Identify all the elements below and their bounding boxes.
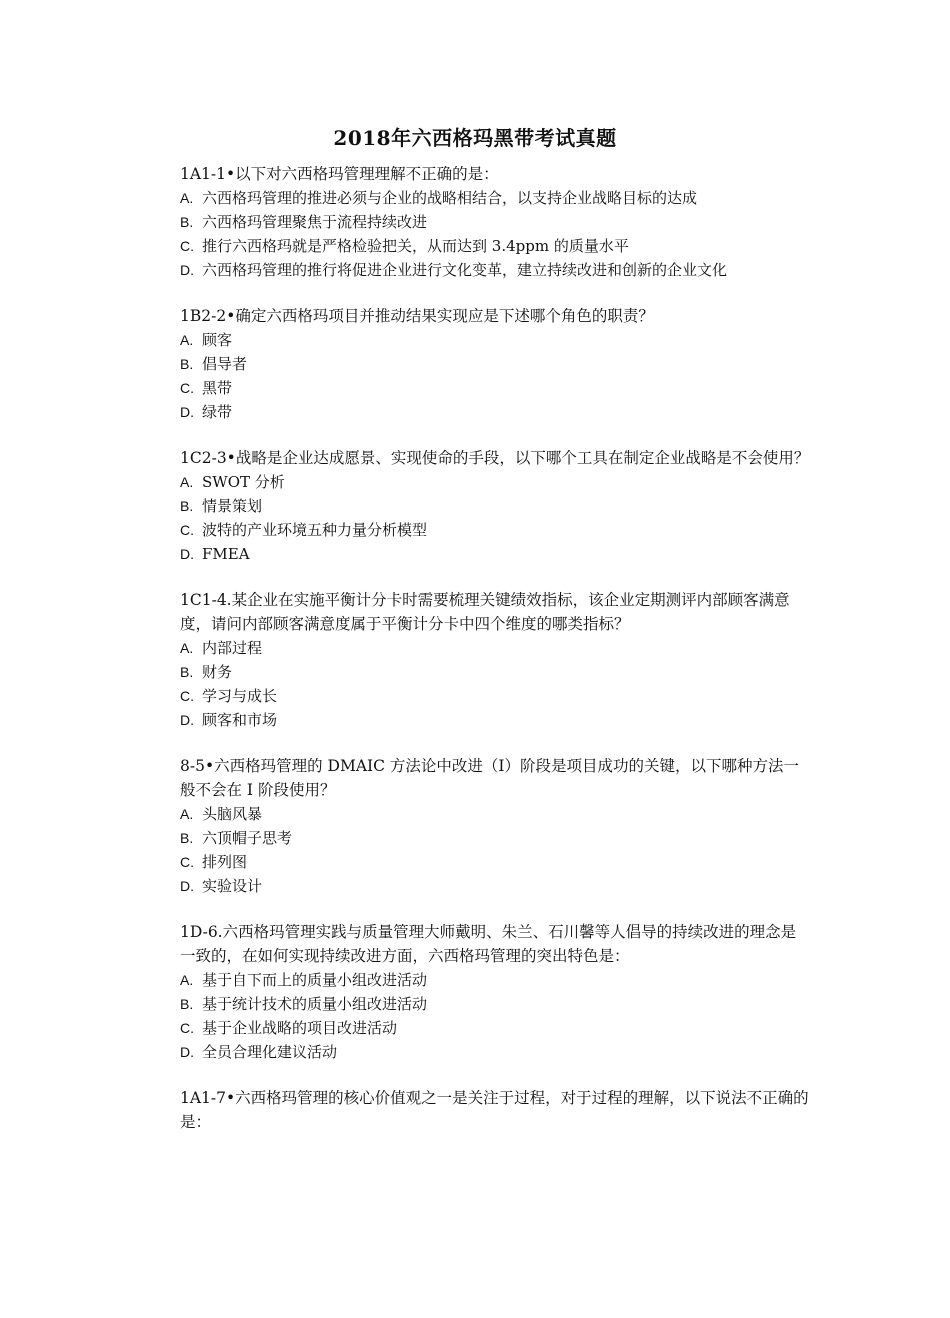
option-c — [180, 684, 810, 708]
question-4 — [180, 588, 810, 732]
question-stem: 1B2-2•确定六西格玛项目并推动结果实现应是下述哪个角色的职责？ — [180, 307, 654, 325]
option-b — [180, 352, 810, 376]
option-d — [180, 258, 810, 282]
option-letter: A. — [180, 474, 194, 490]
option-text: 情景策划 — [202, 497, 263, 515]
option-letter: C. — [180, 1020, 194, 1036]
question-5 — [180, 754, 810, 898]
option-text: 六西格玛管理的推行将促进企业进行文化变革，建立持续改进和创新的企业文化 — [202, 261, 728, 279]
option-text: SWOT 分析 — [202, 473, 285, 491]
option-letter: B. — [180, 214, 194, 230]
option-text: 基于企业战略的项目改进活动 — [202, 1019, 398, 1037]
option-text: 倡导者 — [202, 355, 248, 373]
option-b — [180, 826, 810, 850]
option-d — [180, 874, 810, 898]
option-text: 基于自下而上的质量小组改进活动 — [202, 971, 428, 989]
option-text: 内部过程 — [202, 639, 263, 657]
option-d — [180, 708, 810, 732]
option-text: 六西格玛管理聚焦于流程持续改进 — [202, 213, 428, 231]
option-letter: D. — [180, 1044, 194, 1060]
option-letter: B. — [180, 996, 194, 1012]
option-letter: A. — [180, 190, 194, 206]
option-c — [180, 518, 810, 542]
option-b — [180, 210, 810, 234]
option-text: 六顶帽子思考 — [202, 829, 293, 847]
option-letter: D. — [180, 878, 194, 894]
option-c — [180, 850, 810, 874]
option-letter: D. — [180, 546, 194, 562]
option-text: 顾客和市场 — [202, 711, 278, 729]
option-letter: A. — [180, 332, 194, 348]
option-letter: A. — [180, 640, 194, 656]
option-a — [180, 186, 810, 210]
option-a — [180, 470, 810, 494]
option-d — [180, 400, 810, 424]
option-text: 头脑风暴 — [202, 805, 263, 823]
option-b — [180, 992, 810, 1016]
option-d — [180, 1040, 810, 1064]
option-text: 黑带 — [202, 379, 233, 397]
option-d — [180, 542, 810, 566]
option-letter: B. — [180, 498, 194, 514]
option-text: 推行六西格玛就是严格检验把关，从而达到 3.4ppm 的质量水平 — [202, 237, 629, 255]
option-c — [180, 1016, 810, 1040]
option-b — [180, 660, 810, 684]
option-text: 绿带 — [202, 403, 233, 421]
question-1 — [180, 162, 810, 282]
option-c — [180, 376, 810, 400]
option-letter: C. — [180, 522, 194, 538]
option-letter: D. — [180, 712, 194, 728]
option-text: 实验设计 — [202, 877, 263, 895]
option-text: 基于统计技术的质量小组改进活动 — [202, 995, 428, 1013]
option-text: 六西格玛管理的推进必须与企业的战略相结合，以支持企业战略目标的达成 — [202, 189, 698, 207]
option-a — [180, 636, 810, 660]
option-letter: A. — [180, 972, 194, 988]
question-6 — [180, 920, 810, 1064]
option-letter: C. — [180, 854, 194, 870]
question-list — [180, 162, 810, 1156]
question-stem: 1C1-4.某企业在实施平衡计分卡时需要梳理关键绩效指标，该企业定期测评内部顾客满意度，请问内部顾客满意度属于平衡计分卡中四个维度的哪类指标？ — [180, 591, 790, 633]
option-letter: A. — [180, 806, 194, 822]
option-text: 财务 — [202, 663, 233, 681]
question-7 — [180, 1086, 810, 1134]
option-text: FMEA — [202, 545, 250, 563]
option-letter: B. — [180, 664, 194, 680]
option-text: 波特的产业环境五种力量分析模型 — [202, 521, 428, 539]
question-stem: 1A1-7•六西格玛管理的核心价值观之一是关注于过程，对于过程的理解，以下说法不正确的是： — [180, 1089, 809, 1131]
option-letter: D. — [180, 262, 194, 278]
question-stem: 8-5•六西格玛管理的 DMAIC 方法论中改进（I）阶段是项目成功的关键，以下哪种方法一般不会在 I 阶段使用？ — [180, 757, 800, 799]
option-letter: B. — [180, 356, 194, 372]
question-2 — [180, 304, 810, 424]
option-letter: C. — [180, 688, 194, 704]
option-text: 全员合理化建议活动 — [202, 1043, 338, 1061]
option-text: 排列图 — [202, 853, 248, 871]
option-letter: C. — [180, 380, 194, 396]
question-stem: 1C2-3•战略是企业达成愿景、实现使命的手段，以下哪个工具在制定企业战略是不会使用？ — [180, 449, 810, 467]
option-letter: C. — [180, 238, 194, 254]
option-text: 顾客 — [202, 331, 233, 349]
option-a — [180, 328, 810, 352]
option-letter: B. — [180, 830, 194, 846]
option-c — [180, 234, 810, 258]
option-b — [180, 494, 810, 518]
option-text: 学习与成长 — [202, 687, 278, 705]
question-3 — [180, 446, 810, 566]
question-stem: 1A1-1•以下对六西格玛管理理解不正确的是： — [180, 165, 499, 183]
option-letter: D. — [180, 404, 194, 420]
option-a — [180, 968, 810, 992]
question-stem: 1D-6.六西格玛管理实践与质量管理大师戴明、朱兰、石川馨等人倡导的持续改进的理念是一致的，在如何实现持续改进方面，六西格玛管理的突出特色是： — [180, 923, 797, 965]
document-title: 2018年六西格玛黑带考试真题 — [333, 126, 617, 150]
option-a — [180, 802, 810, 826]
